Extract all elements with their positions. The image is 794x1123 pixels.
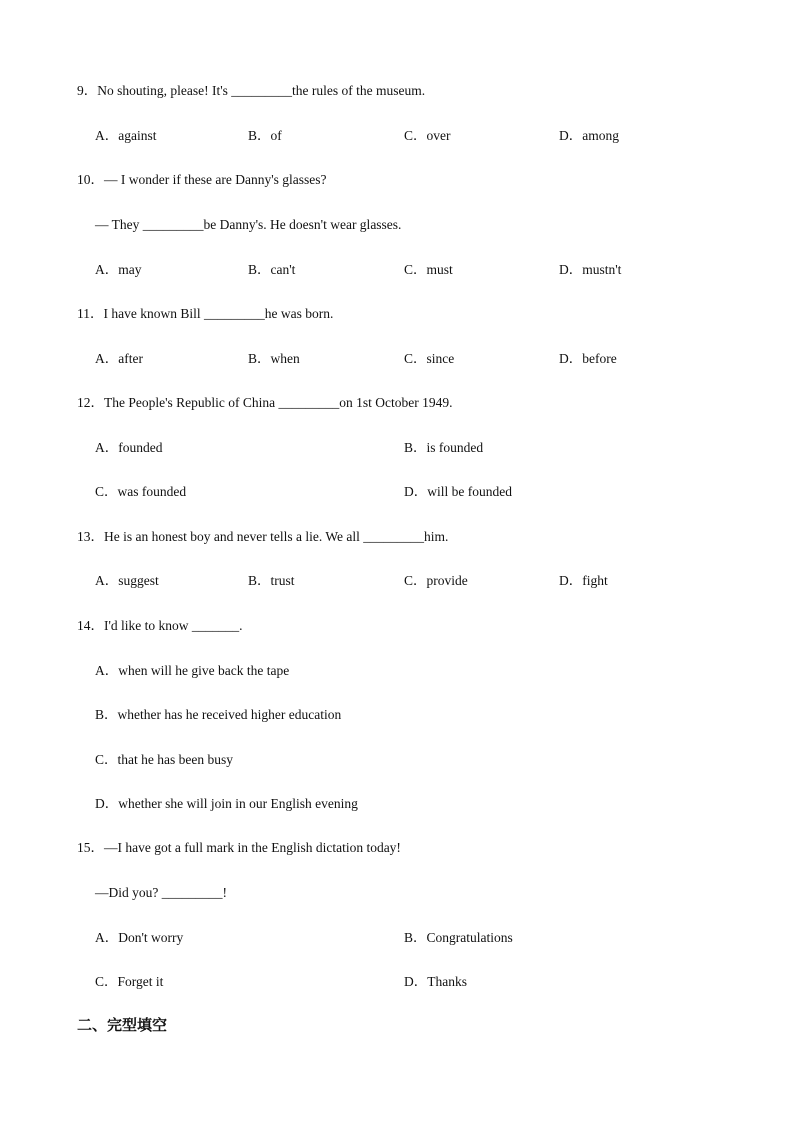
q13-option-d: D．fight: [559, 573, 608, 588]
question-11-stem: 11．I have known Bill _________he was born.: [77, 306, 334, 321]
q14-option-b: B．whether has he received higher education: [95, 707, 342, 722]
q11-option-b: B．when: [248, 351, 300, 366]
q15-option-d: D．Thanks: [404, 974, 467, 989]
q11-option-c: C．since: [404, 351, 455, 366]
q14-option-d: D．whether she will join in our English evening: [95, 796, 358, 811]
q11-option-d: D．before: [559, 351, 617, 366]
q11-option-a: A．after: [95, 351, 143, 366]
q12-option-b: B．is founded: [404, 440, 484, 455]
q15-option-a: A．Don't worry: [95, 930, 184, 945]
q14-option-a: A．when will he give back the tape: [95, 663, 290, 678]
q13-option-c: C．provide: [404, 573, 468, 588]
q10-option-b: B．can't: [248, 262, 296, 277]
q13-option-b: B．trust: [248, 573, 295, 588]
q13-option-a: A．suggest: [95, 573, 159, 588]
question-10-line2: — They _________be Danny's. He doesn't wear glasses.: [95, 217, 402, 232]
question-15-line2: —Did you? _________!: [95, 885, 227, 900]
q15-option-c: C．Forget it: [95, 974, 164, 989]
q9-option-b: B．of: [248, 128, 282, 143]
q10-option-c: C．must: [404, 262, 453, 277]
section-heading: 二、完型填空: [77, 1016, 168, 1034]
question-15-stem: 15．—I have got a full mark in the English dictation today!: [77, 840, 401, 855]
q12-option-c: C．was founded: [95, 484, 187, 499]
q9-option-a: A．against: [95, 128, 157, 143]
q14-option-c: C．that he has been busy: [95, 752, 233, 767]
question-12-stem: 12．The People's Republic of China _________on 1st October 1949.: [77, 395, 453, 410]
q9-option-d: D．among: [559, 128, 619, 143]
q10-option-d: D．mustn't: [559, 262, 622, 277]
q12-option-d: D．will be founded: [404, 484, 512, 499]
question-10-stem: 10．— I wonder if these are Danny's glasses?: [77, 172, 327, 187]
q12-option-a: A．founded: [95, 440, 163, 455]
question-14-stem: 14．I'd like to know _______.: [77, 618, 243, 633]
question-9-stem: 9．No shouting, please! It's _________the rules of the museum.: [77, 83, 426, 98]
q9-option-c: C．over: [404, 128, 451, 143]
q15-option-b: B．Congratulations: [404, 930, 513, 945]
q10-option-a: A．may: [95, 262, 142, 277]
question-13-stem: 13．He is an honest boy and never tells a lie. We all _________him.: [77, 529, 449, 544]
